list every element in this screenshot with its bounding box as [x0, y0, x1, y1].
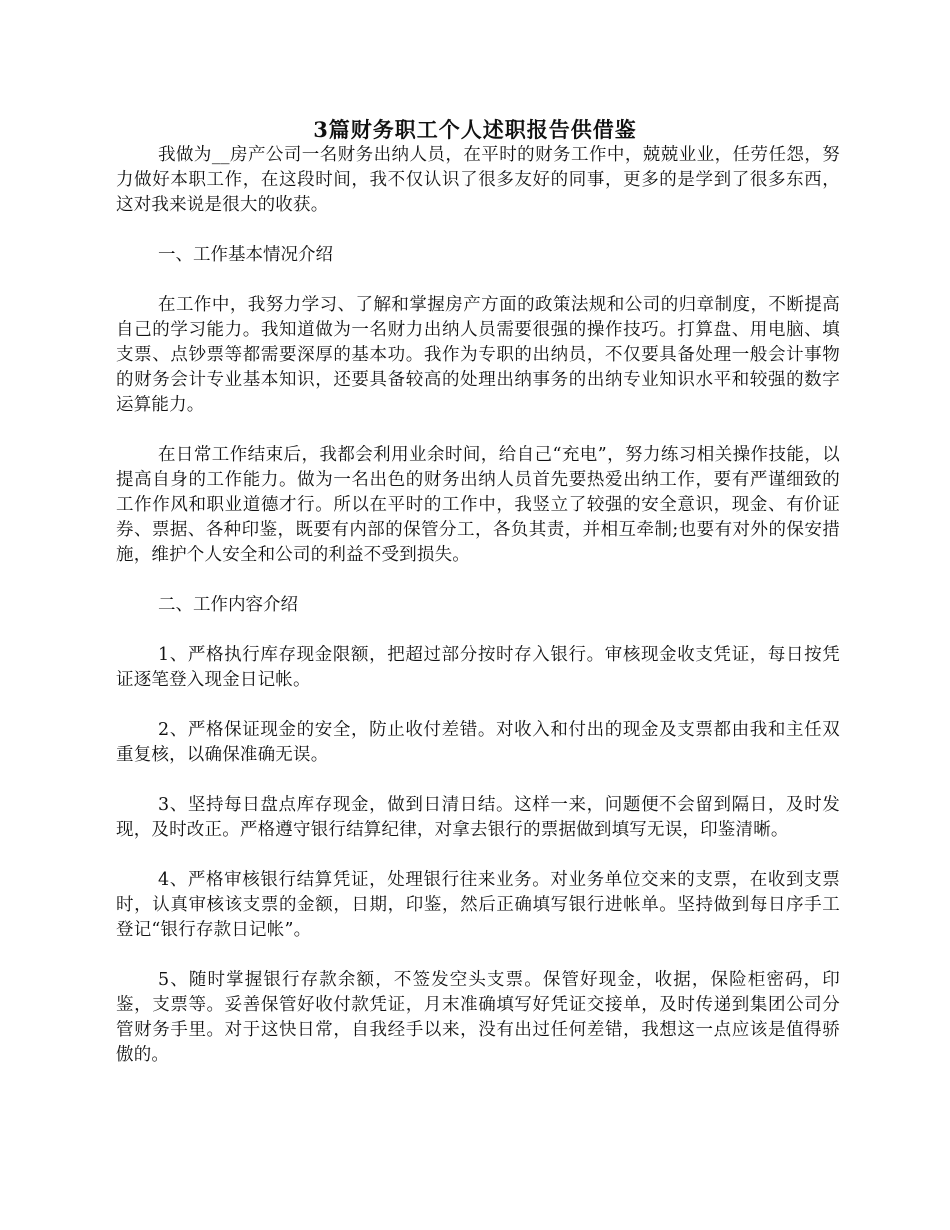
intro-paragraph: 我做为__房产公司一名财务出纳人员，在平时的财务工作中，兢兢业业，任劳任怨，努力做好本职工作，在这段时间，我不仅认识了很多友好的同事，更多的是学到了很多东西，这对我来说是很大的收获。	[116, 145, 840, 215]
section-heading-1: 一、工作基本情况介绍	[158, 245, 333, 265]
list-item-1: 1、严格执行库存现金限额，把超过部分按时存入银行。审核现金收支凭证，每日按凭证逐笔登入现金日记帐。	[116, 645, 840, 690]
list-item-3: 3、坚持每日盘点库存现金，做到日清日结。这样一来，问题便不会留到隔日，及时发现，及时改正。严格遵守银行结算纪律，对拿去银行的票据做到填写无误，印鉴清晰。	[116, 795, 840, 840]
section-1-paragraph-1: 在工作中，我努力学习、了解和掌握房产方面的政策法规和公司的归章制度，不断提高自己的学习能力。我知道做为一名财力出纳人员需要很强的操作技巧。打算盘、用电脑、填支票、点钞票等都需要深厚的基本功。我作为专职的出纳员，不仅要具备处理一般会计事物的财务会计专业基本知识，还要具备较高的处理出纳事务的出纳专业知识水平和较强的数字运算能力。	[116, 295, 840, 415]
section-heading-2: 二、工作内容介绍	[158, 595, 298, 615]
list-item-5: 5、随时掌握银行存款余额，不签发空头支票。保管好现金，收据，保险柜密码，印鉴，支票等。妥善保管好收付款凭证，月末准确填写好凭证交接单，及时传递到集团公司分管财务手里。对于这快日常，自我经手以来，没有出过任何差错，我想这一点应该是值得骄傲的。	[116, 970, 840, 1065]
document-title: 3篇财务职工个人述职报告供借鉴	[313, 117, 637, 142]
list-item-2: 2、严格保证现金的安全，防止收付差错。对收入和付出的现金及支票都由我和主任双重复核，以确保准确无误。	[116, 720, 840, 765]
document-body	[116, 143, 840, 1068]
section-1-paragraph-2: 在日常工作结束后，我都会利用业余时间，给自己“充电”，努力练习相关操作技能，以提高自身的工作能力。做为一名出色的财务出纳人员首先要热爱出纳工作，要有严谨细致的工作作风和职业道德才行。所以在平时的工作中，我竖立了较强的安全意识，现金、有价证券、票据、各种印鉴，既要有内部的保管分工，各负其责，并相互牵制;也要有对外的保安措施，维护个人安全和公司的利益不受到损失。	[116, 445, 840, 565]
list-item-4: 4、严格审核银行结算凭证，处理银行往来业务。对业务单位交来的支票，在收到支票时，认真审核该支票的金额，日期，印鉴，然后正确填写银行进帐单。坚持做到每日序手工登记“银行存款日记帐”。	[116, 870, 840, 940]
